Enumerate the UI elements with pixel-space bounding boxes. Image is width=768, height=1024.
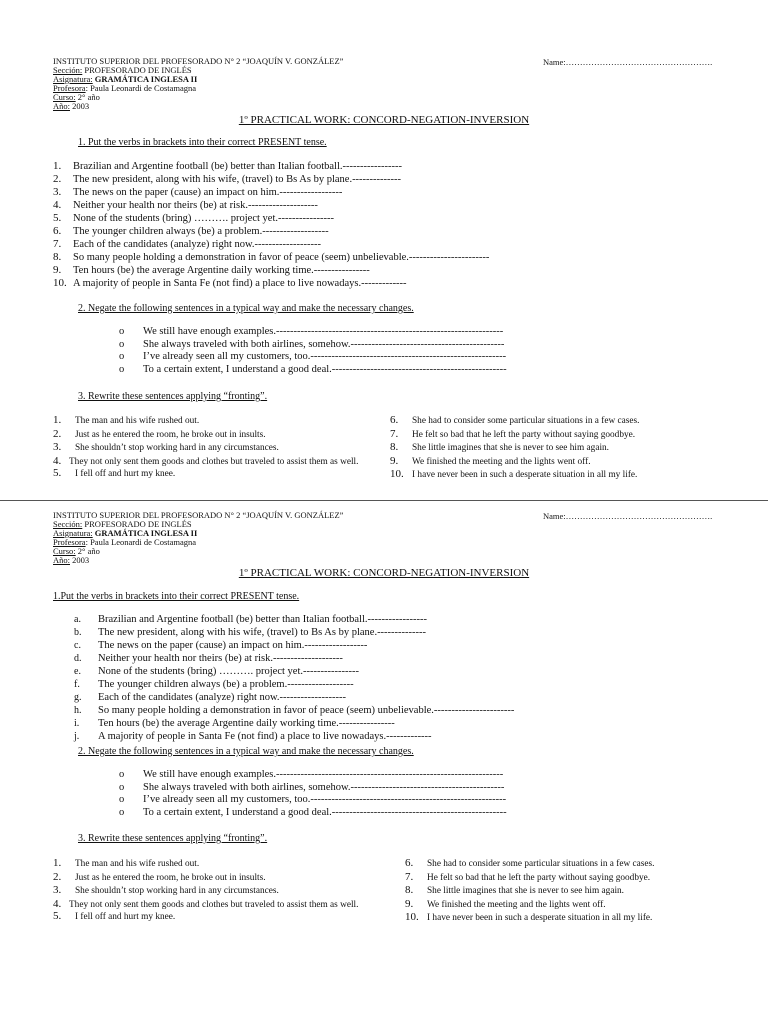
list-item: g. Each of the candidates (analyze) right now.------------------- xyxy=(74,692,346,703)
list-item: 1. The man and his wife rushed out. xyxy=(53,857,200,869)
list-item: 5. I fell off and hurt my knee. xyxy=(53,909,176,922)
list-item: 9. Ten hours (be) the average Argentine daily working time.---------------- xyxy=(53,264,370,276)
list-item: 6. She had to consider some particular situations in a few cases. xyxy=(390,414,640,426)
part2-list xyxy=(119,769,507,819)
list-item: o She always traveled with both airlines, somehow.-------------------------------------------- xyxy=(119,338,505,350)
list-item: 2. The new president, along with his wife, (travel) to Bs As by plane.-------------- xyxy=(53,173,402,185)
section-line: Sección: PROFESORADO DE INGLÉS xyxy=(53,65,192,75)
list-item: 8. She little imagines that she is never to see him again. xyxy=(405,884,624,896)
list-item: 4. They not only sent them goods and clothes but traveled to assist them as well. xyxy=(53,454,359,467)
part3-heading: 3. Rewrite these sentences applying “fronting”. xyxy=(78,391,268,402)
list-item: 2. Just as he entered the room, he broke out in insults. xyxy=(53,870,266,883)
list-item: 8. She little imagines that she is never to see him again. xyxy=(390,441,609,453)
list-item: 7. He felt so bad that he left the party without saying goodbye. xyxy=(405,870,651,883)
list-item: 10. I have never been in such a desperate situation in all my life. xyxy=(405,911,653,923)
cut-line-divider xyxy=(0,500,768,501)
list-item: 5. I fell off and hurt my knee. xyxy=(53,466,176,479)
institute-name: INSTITUTO SUPERIOR DEL PROFESORADO N° 2 “JOAQUÍN V. GONZÁLEZ” xyxy=(53,510,344,520)
course-line: Curso: 2° año xyxy=(53,546,100,556)
list-item: 5. None of the students (bring) ………. project yet.---------------- xyxy=(53,212,334,224)
list-item: o We still have enough examples.----------------------------------------------------------------- xyxy=(119,326,504,337)
list-item: j. A majority of people in Santa Fe (not find) a place to live nowadays.------------- xyxy=(74,731,432,742)
page-title: 1º PRACTICAL WORK: CONCORD-NEGATION-INVERSION xyxy=(238,567,530,579)
list-item: c. The news on the paper (cause) an impact on him.------------------ xyxy=(74,640,368,651)
part1-heading: 1. Put the verbs in brackets into their correct PRESENT tense. xyxy=(78,137,327,148)
list-item: 7. Each of the candidates (analyze) right now.------------------- xyxy=(53,238,321,250)
list-item: 9. We finished the meeting and the lights went off. xyxy=(390,454,591,467)
list-item: 6. She had to consider some particular situations in a few cases. xyxy=(405,857,655,869)
part3-left-list xyxy=(53,414,367,480)
year-line: Año: 2003 xyxy=(53,101,90,111)
list-item: o I’ve already seen all my customers, too.-------------------------------------------------------- xyxy=(119,794,507,805)
subject-line: Asignatura: GRAMÁTICA INGLESA II xyxy=(53,528,198,538)
list-item: 10. I have never been in such a desperate situation in all my life. xyxy=(390,468,638,480)
list-item: f. The younger children always (be) a problem.------------------- xyxy=(74,679,354,690)
part1-list xyxy=(74,613,514,743)
part2-heading: 2. Negate the following sentences in a typical way and make the necessary changes. xyxy=(78,746,414,757)
list-item: 4. Neither your health nor theirs (be) at risk.-------------------- xyxy=(53,199,318,211)
list-item: d. Neither your health nor theirs (be) at risk.-------------------- xyxy=(74,653,343,664)
year-line: Año: 2003 xyxy=(53,555,90,565)
list-item: o To a certain extent, I understand a good deal.-------------------------------------------------- xyxy=(119,363,507,375)
part3-left-list xyxy=(53,857,361,923)
list-item: 1. Brazilian and Argentine football (be) better than Italian football.----------------- xyxy=(53,160,402,172)
part2-list xyxy=(119,326,507,376)
list-item: 1. The man and his wife rushed out. xyxy=(53,414,200,426)
part1-heading: 1.Put the verbs in brackets into their correct PRESENT tense. xyxy=(53,591,300,602)
list-item: 9. We finished the meeting and the lights went off. xyxy=(405,897,606,910)
name-field: Name:……………………………………………. xyxy=(543,511,713,521)
subject-line: Asignatura: GRAMÁTICA INGLESA II xyxy=(53,74,198,84)
list-item: i. Ten hours (be) the average Argentine daily working time.---------------- xyxy=(74,718,395,729)
list-item: 7. He felt so bad that he left the party without saying goodbye. xyxy=(390,427,636,440)
teacher-line: Profesora: Paula Leonardi de Costamagna xyxy=(53,537,197,547)
list-item: o She always traveled with both airlines, somehow.-------------------------------------------- xyxy=(119,781,505,793)
list-item: o We still have enough examples.----------------------------------------------------------------- xyxy=(119,769,504,780)
part2-heading: 2. Negate the following sentences in a typical way and make the necessary changes. xyxy=(78,303,414,314)
part3-heading: 3. Rewrite these sentences applying “fronting”. xyxy=(78,833,268,844)
list-item: o I’ve already seen all my customers, too.-------------------------------------------------------- xyxy=(119,351,507,362)
list-item: 2. Just as he entered the room, he broke out in insults. xyxy=(53,427,266,440)
name-field: Name:……………………………………………. xyxy=(543,57,713,67)
list-item: 3. She shouldn’t stop working hard in any circumstances. xyxy=(53,884,279,896)
part1-list xyxy=(53,160,489,290)
part3-right-list xyxy=(390,414,639,482)
list-item: 4. They not only sent them goods and clothes but traveled to assist them as well. xyxy=(53,897,359,910)
section-line: Sección: PROFESORADO DE INGLÉS xyxy=(53,519,192,529)
part3-right-list xyxy=(405,857,654,925)
institute-name: INSTITUTO SUPERIOR DEL PROFESORADO N° 2 “JOAQUÍN V. GONZÁLEZ” xyxy=(53,56,344,66)
list-item: 6. The younger children always (be) a problem.------------------- xyxy=(53,225,329,237)
list-item: o To a certain extent, I understand a good deal.-------------------------------------------------- xyxy=(119,806,507,818)
page-title: 1º PRACTICAL WORK: CONCORD-NEGATION-INVERSION xyxy=(238,114,530,126)
list-item: 3. The news on the paper (cause) an impact on him.------------------ xyxy=(53,186,343,198)
list-item: e. None of the students (bring) ………. project yet.---------------- xyxy=(74,666,359,677)
course-line: Curso: 2° año xyxy=(53,92,100,102)
teacher-line: Profesora: Paula Leonardi de Costamagna xyxy=(53,83,197,93)
list-item: b. The new president, along with his wife, (travel) to Bs As by plane.-------------- xyxy=(74,627,427,638)
list-item: 10. A majority of people in Santa Fe (not find) a place to live nowadays.------------- xyxy=(53,277,407,289)
list-item: h. So many people holding a demonstration in favor of peace (seem) unbelievable.----------------------- xyxy=(74,705,515,716)
list-item: 8. So many people holding a demonstration in favor of peace (seem) unbelievable.----------------------- xyxy=(53,251,490,263)
list-item: a. Brazilian and Argentine football (be) better than Italian football.----------------- xyxy=(74,614,427,625)
list-item: 3. She shouldn’t stop working hard in any circumstances. xyxy=(53,441,279,453)
